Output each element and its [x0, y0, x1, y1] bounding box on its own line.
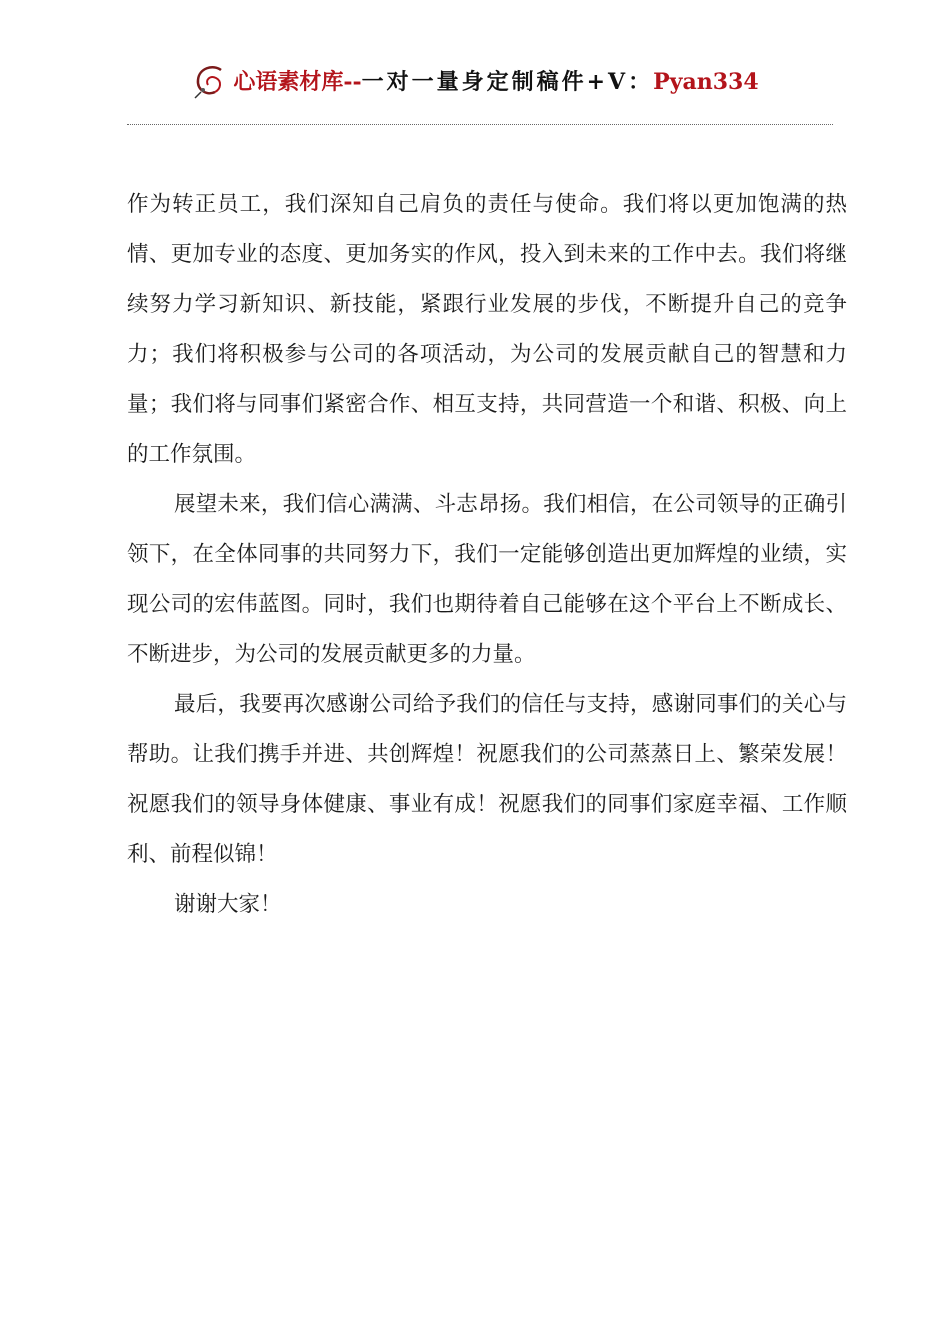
header-divider: [127, 124, 833, 125]
brand-name: 心语素材库: [233, 69, 344, 95]
closing-line: 谢谢大家！: [174, 892, 282, 917]
heart-swirl-logo-icon: [191, 62, 231, 102]
header-dash: --: [343, 69, 362, 95]
contact-code: Pyan334: [653, 69, 759, 95]
header-slogan: 一对一量身定制稿件+V：: [361, 69, 654, 95]
header-title: [233, 71, 758, 93]
header-banner: [191, 62, 758, 102]
paragraph-3: 最后，我要再次感谢公司给予我们的信任与支持，感谢同事们的关心与帮助。让我们携手并进、共创辉煌！祝愿我们的公司蒸蒸日上、繁荣发展！祝愿我们的领导身体健康、事业有成！祝愿我们的同事们家庭幸福、工作顺利、前程似锦！: [127, 692, 847, 867]
paragraph-1: 作为转正员工，我们深知自己肩负的责任与使命。我们将以更加饱满的热情、更加专业的态度、更加务实的作风，投入到未来的工作中去。我们将继续努力学习新知识、新技能，紧跟行业发展的步伐，不断提升自己的竞争力；我们将积极参与公司的各项活动，为公司的发展贡献自己的智慧和力量；我们将与同事们紧密合作、相互支持，共同营造一个和谐、积极、向上的工作氛围。: [127, 192, 847, 467]
page-header: [0, 60, 950, 104]
paragraph-2: 展望未来，我们信心满满、斗志昂扬。我们相信，在公司领导的正确引领下，在全体同事的共同努力下，我们一定能够创造出更加辉煌的业绩，实现公司的宏伟蓝图。同时，我们也期待着自己能够在这个平台上不断成长、不断进步，为公司的发展贡献更多的力量。: [127, 492, 847, 667]
document-body: [127, 180, 847, 930]
